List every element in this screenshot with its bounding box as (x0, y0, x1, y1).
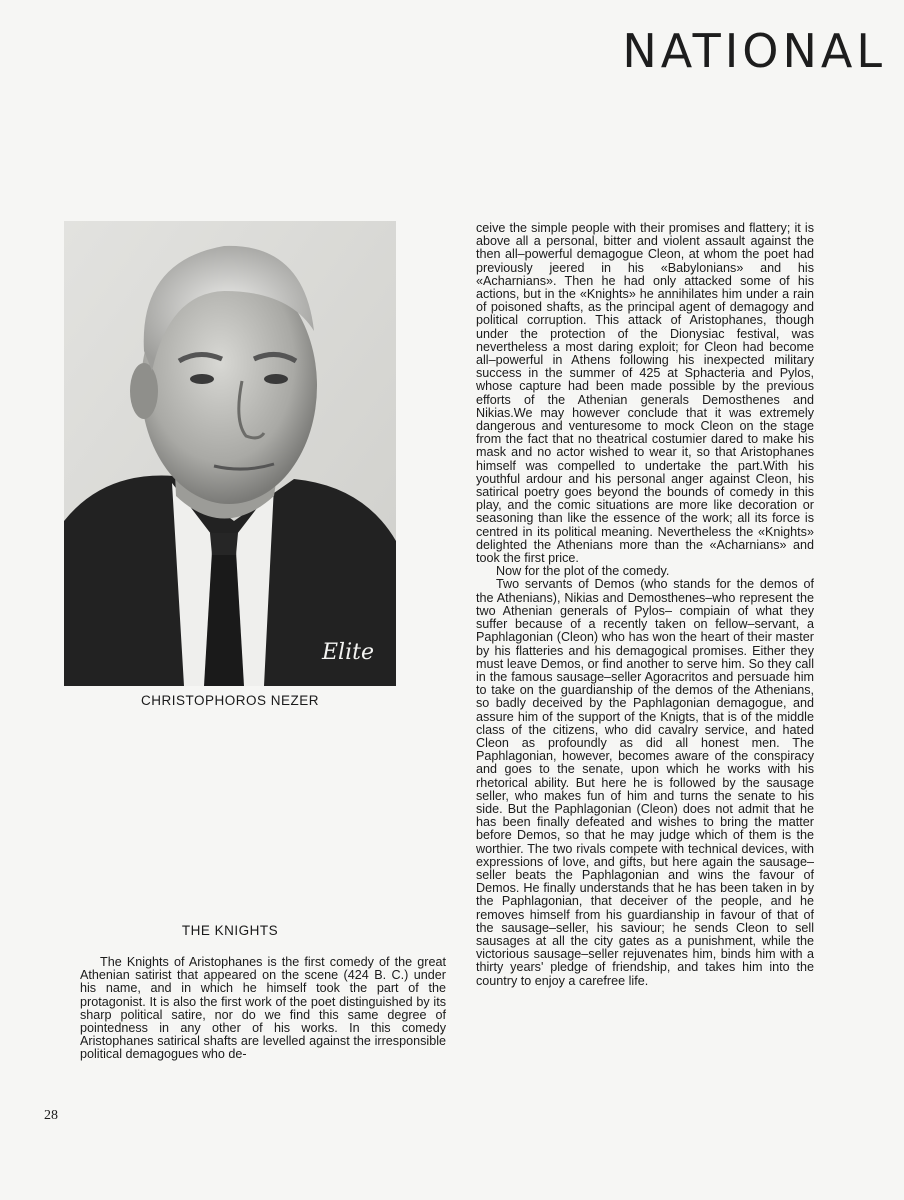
page-header-title: NATIONAL (622, 24, 886, 78)
portrait-photo (64, 221, 396, 686)
article-column-right (476, 222, 814, 988)
article-column-left (80, 956, 446, 1062)
article-intro-paragraph: The Knights of Aristophanes is the first comedy of the great Athenian satirist that appeared on the scene (424 B. C.) under his name, and in which he himself took the part of the protagonist. It is also the first work of the poet distinguished by its sharp political satire, nor do we find this same degree of pointedness in any other of his works. In this comedy Aristophanes satirical shafts are levelled against the irresponsible political demagogues who de- (80, 955, 446, 1062)
page-number: 28 (44, 1108, 58, 1123)
photo-caption: CHRISTOPHOROS NEZER (140, 693, 320, 708)
article-plot-intro: Now for the plot of the comedy. (496, 564, 670, 579)
article-plot-paragraph: Two servants of Demos (who stands for the demos of the Athenians), Nikias and Demosthenes–who represent the two Athenian generals of Pylos– compiain of what they suffer because of a recently taken on fellow–servant, a Paphlagonian (Cleon) who has won the heart of their master by his flatteries and his demagogical promises. Either they must leave Demos, or find another to serve him. So they call in the famous sausage–seller Agoracritos and persuade him to take on the guardianship of the demos of the Athenians, so badly deceived by the Paphlagonian demagogue, and assure him of the support of the Knigts, that is of the middle class of the citizens, who did cavalry service, and hated Cleon as profoundly as did all honest men. The Paphlagonian, however, becomes aware of the conspiracy and goes to the senate, upon which he works with his rhetorical ability. But here he is followed by the sausage seller, who makes fun of him and turns the senate to his side. But the Paphlagonian (Cleon) does not admit that he has been finally defeated and wishes to bring the matter before Demos, so that he may judge which of them is the worthier. The two rivals compete with technical devices, with expressions of love, and gifts, but here again the sausage–seller beats the Paphlagonian and wins the favour of Demos. He finally understands that he has been taken in by the Paphlagonian, that deceiver of the people, and he removes himself from his guardianship in favour of that of the sausage–seller, his saviour; he sends Cleon to sell sausages at all the city gates as a punishment, while the victorious sausage–seller rejuvenates him, binds him with a thirty years' pledge of friendship, and takes him into the country to enjoy a carefree life. (476, 577, 814, 988)
studio-signature: Elite (322, 640, 374, 665)
article-continued-paragraph: ceive the simple people with their promises and flattery; it is above all a personal, bitter and violent assault against the then all–powerful demagogue Cleon, at whom the poet had previously jeered in his «Babylonians» and his «Acharnians». Then he had only attacked some of his actions, but in the «Knights» he annihilates him under a rain of poisoned shafts, as the principal agent of demagogy and political corruption. This attack of Aristophanes, though under the protection of the Dionysiac festival, was nevertheless a most daring exploit; for Cleon had become all–powerful in Athens following his inexpected military success in the summer of 425 at Sphacteria and Pylos, whose capture had been made possible by the previous efforts of the Athenian generals Demosthenes and Nikias.We may however conclude that it was extremely dangerous and venturesome to mock Cleon on the stage from the fact that no theatrical costumier dared to make his mask and no actor wished to wear it, so that Aristophanes himself was compelled to undertake the part.With his youthful ardour and his personal anger against Cleon, his satirical poetry goes beyond the bounds of comedy in this play, and the comic situations are more like decoration or seasoning than like the essence of the work; all its force is centred in its political meaning. Nevertheless the «Knights» delighted the Athenians more than the «Acharnians» and took the first price. (476, 221, 814, 566)
article-title: THE KNIGHTS (181, 923, 279, 938)
